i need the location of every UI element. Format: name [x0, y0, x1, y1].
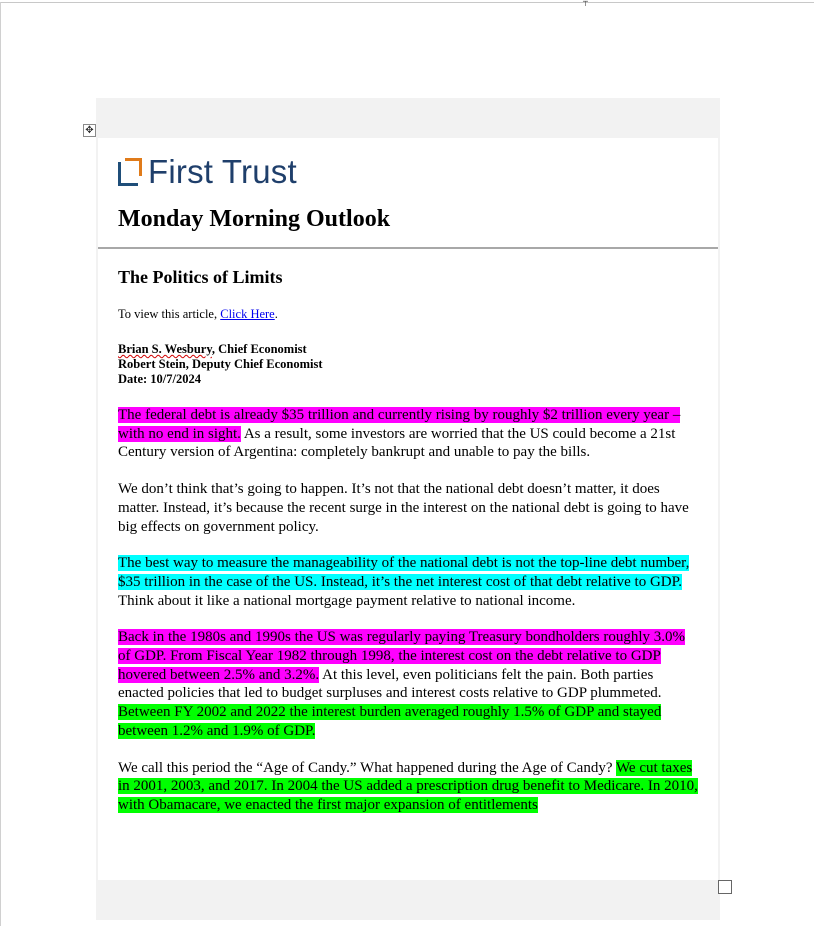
paragraph-text: As a result, some investors are worried that the US could become a 21st Century version of Argentina: completely bankrupt and unable to pay the bills. [118, 425, 676, 461]
paragraph-3 [118, 554, 698, 610]
author-line-2: Robert Stein, Deputy Chief Economist [118, 357, 323, 371]
highlight-green: Between FY 2002 and 2022 the interest burden averaged roughly 1.5% of GDP and stayed between 1.2% and 1.9% of GDP. [118, 704, 662, 739]
click-here-link[interactable]: Click Here [220, 307, 275, 321]
paragraph-2: We don’t think that’s going to happen. It’s not that the national debt doesn’t matter, it does matter. Instead, it’s because the recent surge in the interest on the national debt is going to have big effects on government policy. [118, 481, 689, 535]
paragraph-text: We call this period the “Age of Candy.” What happened during the Age of Candy? [118, 759, 616, 776]
highlight-cyan: The best way to measure the manageability of the national debt is not the top-line debt number, $35 trillion in the case of the US. Instead, it’s the net interest cost of that debt relative to GDP. [118, 555, 690, 590]
paragraph-5 [118, 759, 698, 815]
table-resize-handle[interactable] [718, 880, 732, 894]
first-trust-logo [118, 155, 297, 189]
window-left-border [0, 2, 1, 926]
author-block [118, 342, 323, 387]
highlight-green: We cut taxes in 2001, 2003, and 2017. In 2004 the US added a prescription drug benefit to Medicare. In 2010, with Obamacare, we enacted the first major expansion of entitlements [118, 759, 698, 813]
view-suffix: . [274, 307, 278, 321]
paragraph-text: At this level, even politicians felt the pain. Both parties enacted policies that led to budget surpluses and interest costs relative to GDP plummeted. [118, 666, 662, 702]
article-title: The Politics of Limits [118, 267, 283, 287]
paragraph-4 [118, 628, 698, 740]
article-date: Date: 10/7/2024 [118, 372, 201, 386]
window-top-border [0, 0, 814, 6]
article-body [118, 406, 698, 833]
view-prefix: To view this article, [118, 307, 221, 321]
header-divider [98, 247, 718, 249]
logo-text: First Trust [148, 153, 297, 190]
author-1-name: Brian S. Wesbury [118, 342, 212, 356]
newsletter-title: Monday Morning Outlook [118, 206, 391, 232]
highlight-magenta: Back in the 1980s and 1990s the US was regularly paying Treasury bondholders roughly 3.0% of GDP. From Fiscal Year 1982 through 1998, the interest cost on the debt relative to GDP hovered between 2.5% and 3.2%. [118, 629, 686, 683]
ruler-marker-icon: ┬ [583, 0, 588, 6]
author-line-1 [118, 342, 323, 357]
paragraph-1 [118, 406, 698, 462]
highlight-magenta: The federal debt is already $35 trillion and currently rising by roughly $2 trillion every year – with no end in sight. [118, 407, 681, 442]
logo-bracket-icon [118, 158, 144, 186]
author-1-role: , Chief Economist [211, 342, 307, 356]
paragraph-text: Think about it like a national mortgage payment relative to national income. [118, 592, 576, 609]
table-move-handle-icon[interactable]: ✥ [83, 124, 96, 137]
view-article-line [118, 307, 278, 322]
